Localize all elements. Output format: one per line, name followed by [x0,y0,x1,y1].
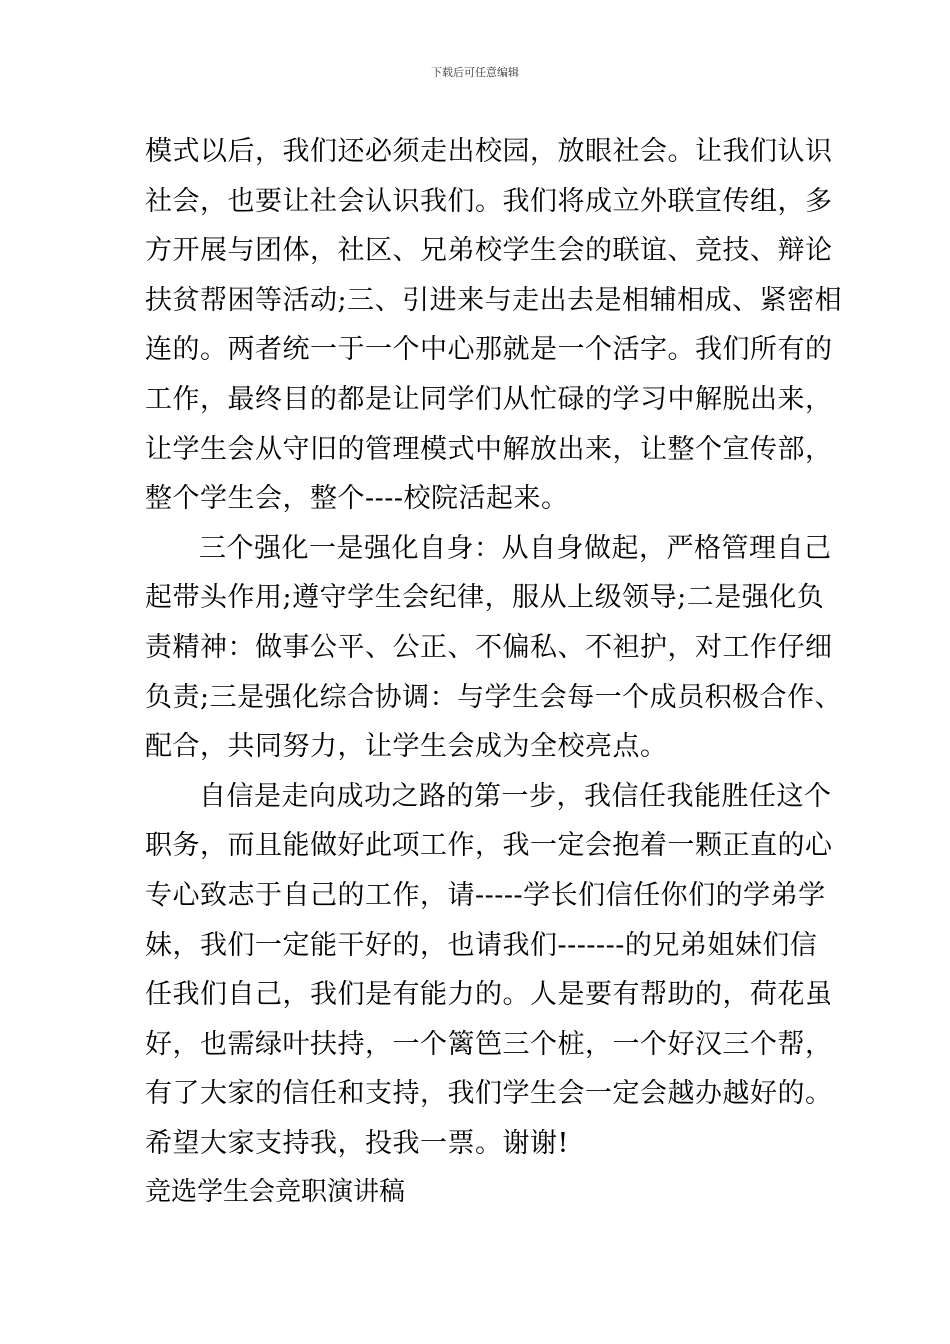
paragraph-line: 方开展与团体，社区、兄弟校学生会的联谊、竞技、辩论 [145,235,833,267]
paragraph-line: 社会，也要让社会认识我们。我们将成立外联宣传组，多 [145,185,833,217]
paragraph-line: 职务，而且能做好此项工作，我一定会抱着一颗正直的心 [145,830,833,862]
paragraph-3 [145,772,833,1169]
paragraph-line: 整个学生会，整个----校院活起来。 [145,483,569,515]
paragraph-line: 妹，我们一定能干好的，也请我们-------的兄弟姐妹们信 [145,929,818,961]
paragraph-line: 责精神：做事公平、公正、不偏私、不袒护，对工作仔细 [145,631,833,663]
paragraph-line: 希望大家支持我，投我一票。谢谢! [145,1127,569,1159]
paragraph-line: 专心致志于自己的工作，请-----学长们信任你们的学弟学 [145,879,826,911]
paragraph-2 [145,524,843,772]
paragraph-line: 负责;三是强化综合协调：与学生会每一个成员积极合作、 [145,681,843,713]
paragraph-line: 三个强化一是强化自身：从自身做起，严格管理自己 [199,532,832,564]
paragraph-1 [145,127,843,524]
paragraph-line: 有了大家的信任和支持，我们学生会一定会越办越好的。 [145,1078,833,1110]
paragraph-line: 模式以后，我们还必须走出校园，放眼社会。让我们认识 [145,136,833,167]
paragraph-line: 任我们自己，我们是有能力的。人是要有帮助的，荷花虽 [145,979,833,1011]
paragraph-line: 起带头作用;遵守学生会纪律，服从上级领导;二是强化负 [145,582,825,614]
paragraph-line: 连的。两者统一于一个中心那就是一个活字。我们所有的 [145,334,833,366]
closing-title: 竞选学生会竞职演讲稿 [145,1177,406,1208]
paragraph-line: 自信是走向成功之路的第一步，我信任我能胜任这个 [199,780,832,812]
document-body [145,127,843,1218]
paragraph-line: 扶贫帮困等活动;三、引进来与走出去是相辅相成、紧密相 [145,284,843,316]
paragraph-line: 配合，共同努力，让学生会成为全校亮点。 [145,731,668,763]
paragraph-line: 好，也需绿叶扶持，一个篱笆三个桩，一个好汉三个帮， [145,1028,833,1060]
page-header: 下载后可任意编辑 [431,66,519,79]
paragraph-line: 让学生会从守旧的管理模式中解放出来，让整个宣传部， [145,433,833,465]
paragraph-line: 工作，最终目的都是让同学们从忙碌的学习中解脱出来， [145,383,833,415]
